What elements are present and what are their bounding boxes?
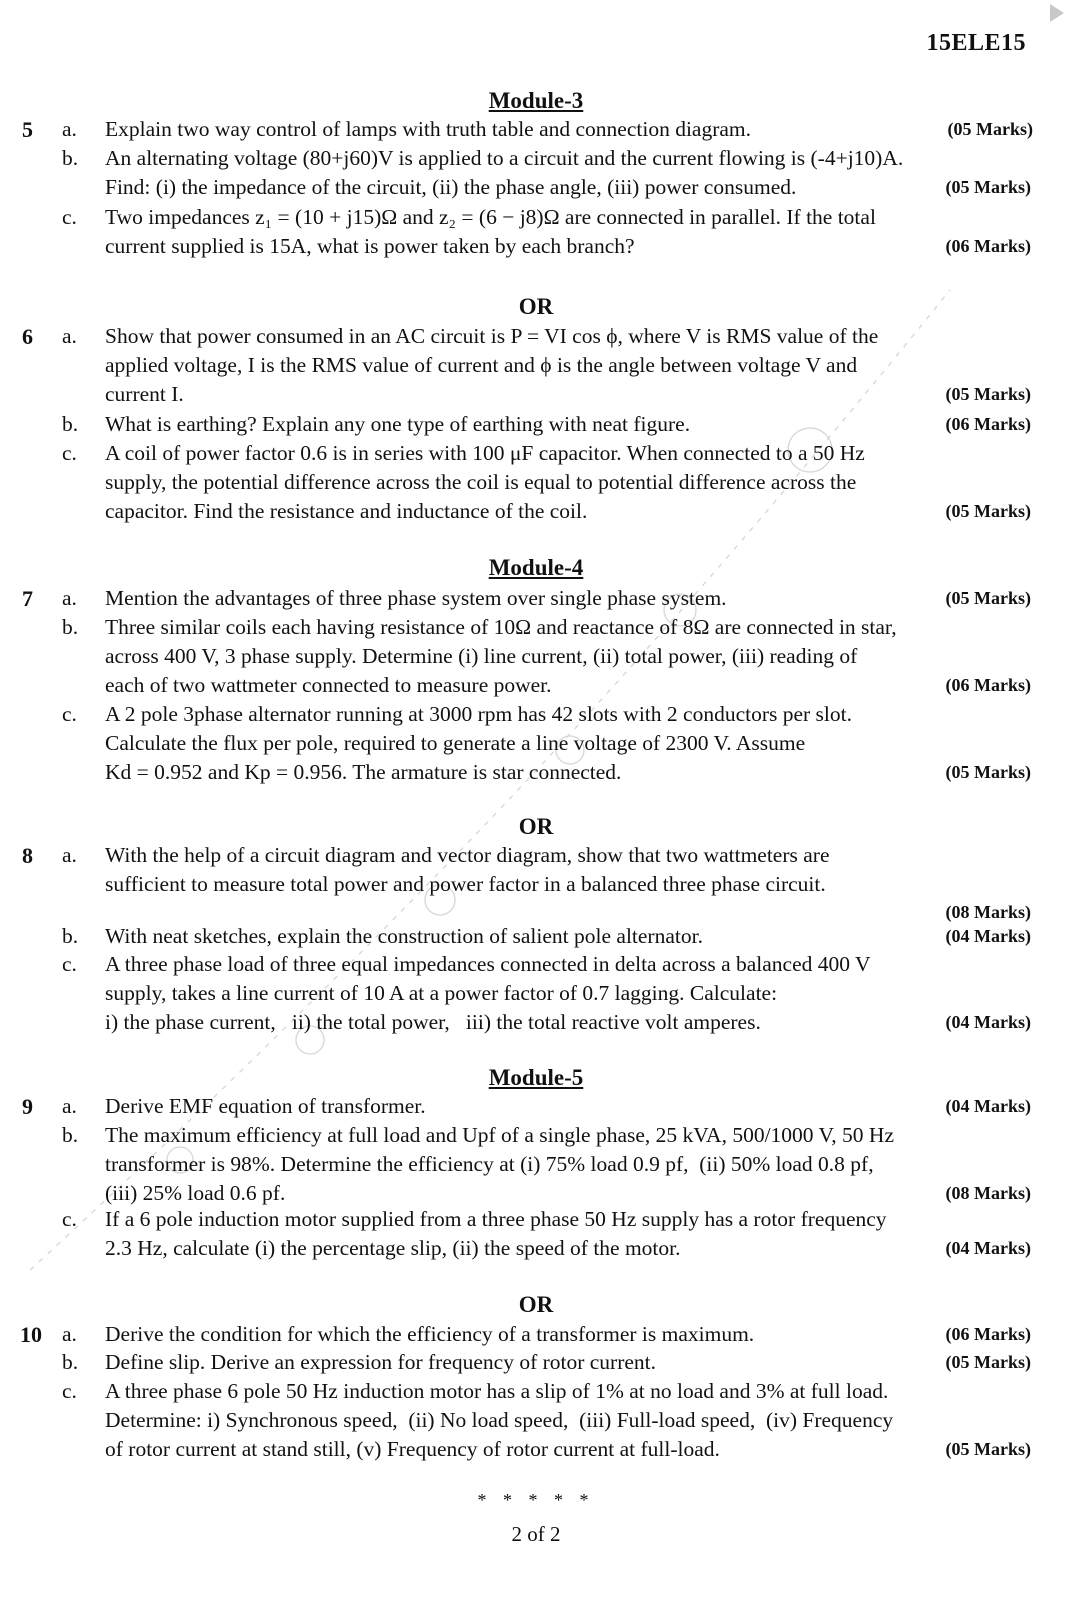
text-line: transformer is 98%. Determine the efficiency at (i) 75% load 0.9 pf, (ii) 50% load 0.8 pf, — [105, 1152, 874, 1176]
text-line: A three phase load of three equal impedances connected in delta across a balanced 400 V — [105, 952, 871, 976]
page-number: 2 of 2 — [511, 1522, 561, 1546]
section-heading-or: OR — [518, 294, 554, 319]
marks: (05 Marks) — [945, 762, 1031, 782]
marks: (04 Marks) — [945, 926, 1031, 946]
marks: (05 Marks) — [945, 1439, 1031, 1459]
question-number: 7 — [22, 586, 33, 611]
part-text — [105, 322, 1031, 409]
section-heading-module-3: Module-3 — [488, 88, 584, 113]
part-letter: a. — [62, 1094, 77, 1118]
marks: (06 Marks) — [945, 236, 1031, 256]
question-number: 6 — [22, 324, 33, 349]
part-letter: b. — [62, 1123, 79, 1147]
question-number: 8 — [22, 843, 33, 868]
part-text — [105, 1348, 1031, 1377]
part-text — [105, 922, 1031, 951]
text-line: If a 6 pole induction motor supplied from a three phase 50 Hz supply has a rotor frequency — [105, 1207, 887, 1231]
question-text: What is earthing? Explain any one type of earthing with neat figure. — [105, 412, 691, 436]
part-letter: c. — [62, 952, 77, 976]
part-letter: c. — [62, 702, 77, 726]
marks: (05 Marks) — [945, 501, 1031, 521]
marks: (08 Marks) — [945, 1183, 1031, 1203]
part-text — [105, 584, 1031, 613]
section-heading-module-5: Module-5 — [488, 1065, 584, 1090]
part-letter: b. — [62, 1350, 79, 1374]
text-line: current I. — [105, 382, 184, 406]
question-number: 9 — [22, 1094, 33, 1119]
text-line: of rotor current at stand still, (v) Frequency of rotor current at full-load. — [105, 1437, 720, 1461]
text-line: sufficient to measure total power and power factor in a balanced three phase circuit. — [105, 872, 826, 896]
text-line: each of two wattmeter connected to measure power. — [105, 673, 552, 697]
part-letter: a. — [62, 324, 77, 348]
question-text: Explain two way control of lamps with truth table and connection diagram. — [105, 117, 752, 141]
marks: (04 Marks) — [945, 1238, 1031, 1258]
text-line: Kd = 0.952 and Kp = 0.956. The armature is star connected. — [105, 760, 622, 784]
part-text — [105, 841, 1031, 924]
text-line: A coil of power factor 0.6 is in series with 100 μF capacitor. When connected to a 50 Hz — [105, 441, 865, 465]
part-text — [105, 1121, 1031, 1208]
text-line: across 400 V, 3 phase supply. Determine (i) line current, (ii) total power, (iii) reading of — [105, 644, 858, 668]
marks: (06 Marks) — [945, 675, 1031, 695]
part-text — [105, 1092, 1031, 1121]
section-heading-or: OR — [518, 814, 554, 839]
text-line: 2.3 Hz, calculate (i) the percentage slip, (ii) the speed of the motor. — [105, 1236, 681, 1260]
section-heading-or: OR — [518, 1292, 554, 1317]
part-letter: c. — [62, 441, 77, 465]
text-line: supply, the potential difference across the coil is equal to potential difference across the — [105, 470, 857, 494]
part-letter: b. — [62, 146, 79, 170]
part-text — [105, 1205, 1031, 1263]
part-letter: b. — [62, 412, 79, 436]
text-line: Find: (i) the impedance of the circuit, (ii) the phase angle, (iii) power consumed. — [105, 175, 797, 199]
text-line: Three similar coils each having resistance of 10Ω and reactance of 8Ω are connected in star, — [105, 615, 897, 639]
part-letter: b. — [62, 924, 79, 948]
text-line: The maximum efficiency at full load and Upf of a single phase, 25 kVA, 500/1000 V, 50 Hz — [105, 1123, 894, 1147]
question-text: Derive EMF equation of transformer. — [105, 1094, 426, 1118]
text-line: i) the phase current, ii) the total power, iii) the total reactive volt amperes. — [105, 1010, 761, 1034]
text-line: Determine: i) Synchronous speed, (ii) No load speed, (iii) Full-load speed, (iv) Frequency — [105, 1408, 894, 1432]
text-line: (iii) 25% load 0.6 pf. — [105, 1181, 286, 1205]
part-letter: c. — [62, 205, 77, 229]
text-line: supply, takes a line current of 10 A at a power factor of 0.7 lagging. Calculate: — [105, 981, 778, 1005]
part-text — [105, 410, 1031, 439]
text-line: An alternating voltage (80+j60)V is applied to a circuit and the current flowing is (-4+j10)A. — [105, 146, 904, 170]
marks: (06 Marks) — [945, 1324, 1031, 1344]
question-text: Derive the condition for which the efficiency of a transformer is maximum. — [105, 1322, 755, 1346]
part-text — [105, 203, 1031, 261]
question-number: 10 — [20, 1322, 42, 1347]
section-heading-module-4: Module-4 — [488, 555, 584, 580]
text-line: current supplied is 15A, what is power taken by each branch? — [105, 234, 635, 258]
part-letter: a. — [62, 1322, 77, 1346]
part-letter: c. — [62, 1379, 77, 1403]
text-line: Calculate the flux per pole, required to generate a line voltage of 2300 V. Assume — [105, 731, 806, 755]
text-line: With the help of a circuit diagram and vector diagram, show that two wattmeters are — [105, 843, 830, 867]
part-letter: c. — [62, 1207, 77, 1231]
part-letter: a. — [62, 586, 77, 610]
marks: (05 Marks) — [945, 177, 1031, 197]
part-text — [105, 115, 1031, 144]
question-text: Define slip. Derive an expression for frequency of rotor current. — [105, 1350, 657, 1374]
marks: (04 Marks) — [945, 1096, 1031, 1116]
part-text — [105, 1377, 1031, 1464]
part-text — [105, 613, 1031, 700]
part-text — [105, 950, 1031, 1037]
text-line: Show that power consumed in an AC circuit is P = VI cos ϕ, where V is RMS value of the — [105, 324, 879, 348]
end-stars: * * * * * — [477, 1490, 595, 1510]
text-line: applied voltage, I is the RMS value of current and ϕ is the angle between voltage V and — [105, 353, 858, 377]
question-text: Mention the advantages of three phase system over single phase system. — [105, 586, 727, 610]
part-letter: a. — [62, 843, 77, 867]
part-letter: a. — [62, 117, 77, 141]
text-line: capacitor. Find the resistance and inductance of the coil. — [105, 499, 588, 523]
marks: (05 Marks) — [945, 384, 1031, 404]
part-text — [105, 439, 1031, 526]
text-line: A three phase 6 pole 50 Hz induction motor has a slip of 1% at no load and 3% at full load. — [105, 1379, 889, 1403]
marks: (05 Marks) — [947, 119, 1033, 139]
text-line: A 2 pole 3phase alternator running at 3000 rpm has 42 slots with 2 conductors per slot. — [105, 702, 852, 726]
text-line: Two impedances z₁ = (10 + j15)Ω and z₂ = (6 − j8)Ω are connected in parallel. If the total — [105, 205, 876, 229]
paper-code: 15ELE15 — [926, 30, 1026, 56]
part-text — [105, 144, 1031, 202]
marks: (08 Marks) — [945, 902, 1031, 922]
question-number: 5 — [22, 117, 33, 142]
marks: (05 Marks) — [945, 588, 1031, 608]
corner-flag-icon — [1048, 2, 1066, 24]
marks: (04 Marks) — [945, 1012, 1031, 1032]
marks: (06 Marks) — [945, 414, 1031, 434]
part-letter: b. — [62, 615, 79, 639]
marks: (05 Marks) — [945, 1352, 1031, 1372]
part-text — [105, 700, 1031, 787]
part-text — [105, 1320, 1031, 1349]
question-text: With neat sketches, explain the construction of salient pole alternator. — [105, 924, 703, 948]
